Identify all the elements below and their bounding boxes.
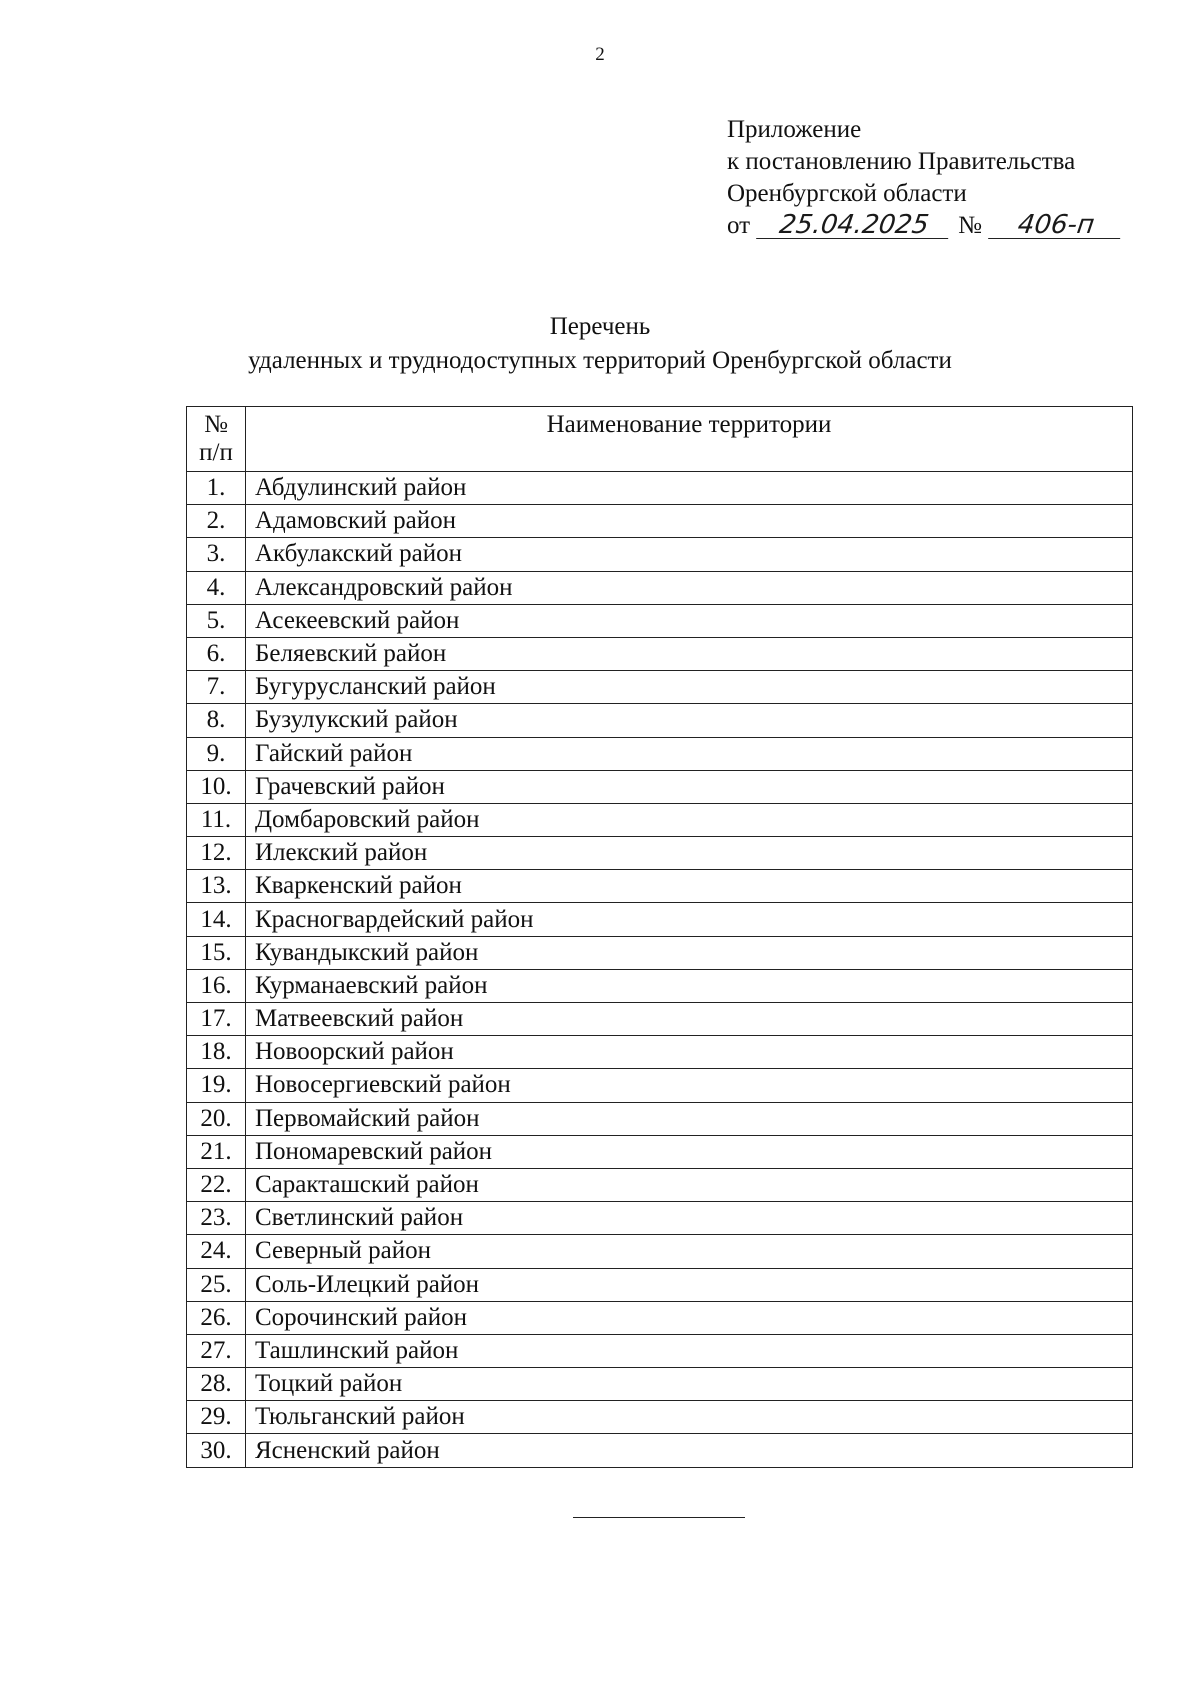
table-row bbox=[187, 1401, 1133, 1434]
territory-name: Первомайский район bbox=[246, 1102, 1133, 1135]
territory-name: Тюльганский район bbox=[246, 1401, 1133, 1434]
territory-name: Новосергиевский район bbox=[246, 1069, 1133, 1102]
table-row bbox=[187, 870, 1133, 903]
row-number: 1. bbox=[187, 472, 246, 505]
row-number: 27. bbox=[187, 1334, 246, 1367]
row-number: 29. bbox=[187, 1401, 246, 1434]
table-row bbox=[187, 1102, 1133, 1135]
row-number: 11. bbox=[187, 803, 246, 836]
row-number: 5. bbox=[187, 604, 246, 637]
territory-name: Асекеевский район bbox=[246, 604, 1133, 637]
from-label: от bbox=[727, 212, 751, 239]
table-row bbox=[187, 737, 1133, 770]
row-number: 20. bbox=[187, 1102, 246, 1135]
table-row bbox=[187, 1301, 1133, 1334]
row-number: 7. bbox=[187, 671, 246, 704]
table-row bbox=[187, 472, 1133, 505]
row-number: 12. bbox=[187, 837, 246, 870]
territory-name: Кваркенский район bbox=[246, 870, 1133, 903]
page-number: 2 bbox=[595, 44, 605, 65]
table-row bbox=[187, 1268, 1133, 1301]
table-row bbox=[187, 671, 1133, 704]
header-number-sign: № bbox=[204, 411, 228, 438]
table-row bbox=[187, 538, 1133, 571]
territory-name: Светлинский район bbox=[246, 1202, 1133, 1235]
table-row bbox=[187, 1036, 1133, 1069]
row-number: 14. bbox=[187, 903, 246, 936]
table-body bbox=[187, 472, 1133, 1468]
row-number: 9. bbox=[187, 737, 246, 770]
row-number: 8. bbox=[187, 704, 246, 737]
row-number: 21. bbox=[187, 1135, 246, 1168]
document-title bbox=[0, 310, 1200, 378]
table-row bbox=[187, 1202, 1133, 1235]
row-number: 22. bbox=[187, 1168, 246, 1201]
row-number: 16. bbox=[187, 969, 246, 1002]
table-row bbox=[187, 936, 1133, 969]
table-row bbox=[187, 969, 1133, 1002]
appendix-title: Приложение bbox=[727, 116, 862, 143]
territory-name: Курманаевский район bbox=[246, 969, 1133, 1002]
appendix-block bbox=[727, 114, 1122, 242]
table-row bbox=[187, 505, 1133, 538]
table-row bbox=[187, 770, 1133, 803]
territory-name: Красногвардейский район bbox=[246, 903, 1133, 936]
table-row bbox=[187, 637, 1133, 670]
header-name: Наименование территории bbox=[246, 407, 1133, 472]
row-number: 30. bbox=[187, 1434, 246, 1467]
territory-name: Саракташский район bbox=[246, 1168, 1133, 1201]
territory-name: Пономаревский район bbox=[246, 1135, 1133, 1168]
territory-name: Кувандыкский район bbox=[246, 936, 1133, 969]
territory-name: Александровский район bbox=[246, 571, 1133, 604]
territory-name: Тоцкий район bbox=[246, 1368, 1133, 1401]
end-divider bbox=[573, 1517, 745, 1518]
territory-name: Грачевский район bbox=[246, 770, 1133, 803]
territory-name: Адамовский район bbox=[246, 505, 1133, 538]
row-number: 19. bbox=[187, 1069, 246, 1102]
appendix-region: Оренбургской области bbox=[727, 180, 967, 207]
territory-name: Илекский район bbox=[246, 837, 1133, 870]
decree-number: 406-п bbox=[988, 212, 1124, 239]
territory-name: Акбулакский район bbox=[246, 538, 1133, 571]
table-row bbox=[187, 1003, 1133, 1036]
row-number: 2. bbox=[187, 505, 246, 538]
territory-name: Новоорский район bbox=[246, 1036, 1133, 1069]
territories-table bbox=[186, 406, 1133, 1468]
row-number: 24. bbox=[187, 1235, 246, 1268]
territory-name: Матвеевский район bbox=[246, 1003, 1133, 1036]
title-line-2: удаленных и труднодоступных территорий Оренбургской области bbox=[248, 347, 952, 374]
territory-name: Домбаровский район bbox=[246, 803, 1133, 836]
decree-date: 25.04.2025 bbox=[756, 212, 952, 239]
table-row bbox=[187, 803, 1133, 836]
table-row bbox=[187, 837, 1133, 870]
table-row bbox=[187, 1135, 1133, 1168]
table-row bbox=[187, 1334, 1133, 1367]
header-number-pp: п/п bbox=[199, 439, 233, 466]
territory-name: Северный район bbox=[246, 1235, 1133, 1268]
territory-name: Беляевский район bbox=[246, 637, 1133, 670]
title-line-1: Перечень bbox=[549, 313, 651, 340]
territory-name: Ташлинский район bbox=[246, 1334, 1133, 1367]
appendix-date-number-line bbox=[727, 210, 1122, 242]
table-row bbox=[187, 1168, 1133, 1201]
table-row bbox=[187, 571, 1133, 604]
number-sign: № bbox=[958, 212, 982, 239]
row-number: 28. bbox=[187, 1368, 246, 1401]
territory-name: Бугурусланский район bbox=[246, 671, 1133, 704]
table-row bbox=[187, 704, 1133, 737]
row-number: 10. bbox=[187, 770, 246, 803]
row-number: 13. bbox=[187, 870, 246, 903]
table-row bbox=[187, 1235, 1133, 1268]
table-row bbox=[187, 1434, 1133, 1467]
territory-name: Гайский район bbox=[246, 737, 1133, 770]
table-row bbox=[187, 1368, 1133, 1401]
territory-name: Ясненский район bbox=[246, 1434, 1133, 1467]
row-number: 6. bbox=[187, 637, 246, 670]
row-number: 25. bbox=[187, 1268, 246, 1301]
territory-name: Абдулинский район bbox=[246, 472, 1133, 505]
row-number: 17. bbox=[187, 1003, 246, 1036]
appendix-decree-reference: к постановлению Правительства bbox=[727, 148, 1076, 175]
row-number: 23. bbox=[187, 1202, 246, 1235]
territory-name: Сорочинский район bbox=[246, 1301, 1133, 1334]
table-header-row bbox=[187, 407, 1133, 472]
territory-name: Бузулукский район bbox=[246, 704, 1133, 737]
row-number: 18. bbox=[187, 1036, 246, 1069]
header-number bbox=[187, 407, 246, 472]
row-number: 3. bbox=[187, 538, 246, 571]
table-row bbox=[187, 903, 1133, 936]
row-number: 26. bbox=[187, 1301, 246, 1334]
table-row bbox=[187, 1069, 1133, 1102]
row-number: 15. bbox=[187, 936, 246, 969]
territory-name: Соль-Илецкий район bbox=[246, 1268, 1133, 1301]
row-number: 4. bbox=[187, 571, 246, 604]
table-row bbox=[187, 604, 1133, 637]
